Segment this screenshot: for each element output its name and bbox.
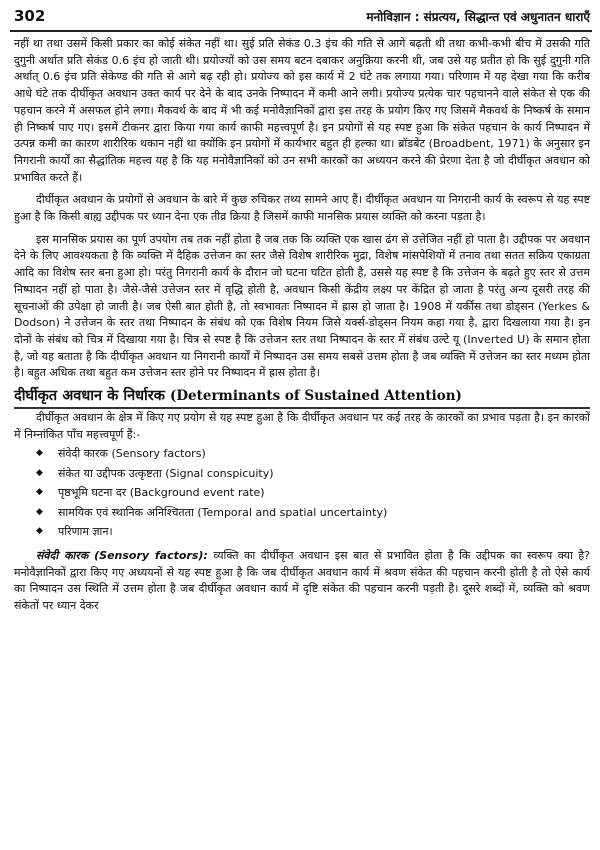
list-item <box>36 464 590 484</box>
paragraph-2: दीर्घीकृत अवधान के प्रयोगों से अवधान के बारे में कुछ रुचिकर तथ्य सामने आए हैं। दीर्घीकृत अवधान या निगरानी कार्य के स्वरूप से यह स्पष्ट हुआ है कि किसी बाह्य उद्दीपक पर ध्यान देना एक तीव्र क्रिया है जिसमें काफी मानसिक प्रयास व्यक्ति को करना पड़ता है। <box>14 193 590 224</box>
paragraph-4: दीर्घीकृत अवधान के क्षेत्र में किए गए प्रयोग से यह स्पष्ट हुआ है कि दीर्घीकृत अवधान पर कई तरह के कारकों का प्रभाव पड़ता है। इन कारकों में निम्नांकित पाँच महत्त्वपूर्ण हैं:- <box>14 411 590 441</box>
list-item-text: संवेदी कारक (Sensory factors) <box>58 447 206 461</box>
list-item-text: परिणाम ज्ञान। <box>58 525 113 539</box>
list-item <box>36 522 590 542</box>
diamond-bullet-icon: ◆ <box>36 506 43 517</box>
page-header <box>10 4 592 32</box>
list-item <box>36 503 590 523</box>
section-heading-hindi: दीर्घीकृत अवधान के निर्धारक <box>14 388 165 405</box>
sensory-factors-term: संवेदी कारक (Sensory factors): <box>36 548 208 562</box>
paragraph-5-text: व्यक्ति का दीर्घीकृत अवधान इस बात से प्रभावित होता है कि उद्दीपक का स्वरूप क्या है? मनोवैज्ञानिकों द्वारा किए गए अध्ययनों से यह स्पष्ट हुआ है कि जब दीर्घीकृत अवधान कार्य में श्रवण संकेत की पहचान करनी होती है तो ऐसे कार्य का निष्पादन उस स्थिति में उत्तम होता है जब दीर्घीकृत अवधान कार्य में दृष्टि संकेत की पहचान करनी पड़ती है। दूसरे शब्दों में, व्यक्ति को श्रवण संकेतों पर ध्यान देकर <box>14 548 590 613</box>
paragraph-5 <box>14 548 590 615</box>
paragraph-3: इस मानसिक प्रयास का पूर्ण उपयोग तब तक नहीं होता है जब तक कि व्यक्ति एक खास ढंग से उत्तेजित नहीं हो पाता है। उद्दीपक पर अवधान देने के लिए आवश्यकता है कि व्यक्ति में दैहिक उत्तेजन का स्तर जैसे विशेष शारीरिक मुद्रा, विशेष मांसपेशियों में तनाव तथा सतत सक्रिय एकाग्रता आदि का विशेष स्तर बना हुआ हो। परंतु निगरानी कार्य के दौरान जो घटना घटित होती है, उससे यह स्पष्ट है कि उत्तेजन के बढ़ते हुए स्तर से उत्तम निष्पादन नहीं हो पाता है। जैसे-जैसे उत्तेजन स्तर में वृद्धि होती है, अवधान किसी केंद्रीय लक्ष्य पर केंद्रित हो जाता है परंतु अन्य दूसरी तरह की सूचनाओं की उपेक्षा हो जाती है। जब ऐसी बात होती है, तो स्वभावतः निष्पादन में ह्रास हो जाता है। 1908 में यर्कीस तथा डोड्सन (Yerkes & Dodson) ने उत्तेजन के स्तर तथा निष्पादन के संबंध को एक विशेष नियम जिसे यर्क्स-डोड्सन नियम कहा गया है, द्वारा दिखलाया गया है। इन दोनों के संबंध को चित्र में दिखाया गया है। चित्र से स्पष्ट है कि उत्तेजन स्तर तथा निष्पादन के स्तर में संबंध उल्टे यू (Inverted U) के समान होता है, जो यह बताता है कि दीर्घीकृत अवधान या निगरानी कार्यों में निष्पादन उस समय सबसे उत्तम होता है जब व्यक्ति में उत्तेजन का स्तर मध्यम होता है। बहुत अधिक तथा बहुत कम उत्तेजन स्तर होने पर निष्पादन में ह्रास होता है। <box>14 232 591 380</box>
diamond-bullet-icon: ◆ <box>36 467 43 478</box>
section-heading <box>14 386 590 409</box>
list-item-text: संकेत या उद्दीपक उत्कृष्टता (Signal conspicuity) <box>58 466 274 480</box>
page-number: 302 <box>14 7 46 25</box>
running-title: मनोविज्ञान : संप्रत्यय, सिद्धान्त एवं अधुनातन धाराएँ <box>366 10 590 24</box>
paragraph-1: नहीं था तथा उसमें किसी प्रकार का कोई संकेत नहीं था। सुई प्रति सेकंड 0.3 इंच की गति से आगे बढ़ती थी तथा कभी-कभी बीच में उसकी गति दुगुनी अर्थात प्रति सेकंड 0.6 इंच हो जाती थी। प्रयोज्यों को उस समय बटन दबाकर अनुक्रिया करनी थी, जब उसे यह प्रतीत हो कि सुई दुगुनी गति अर्थात् 0.6 इंच प्रति सेकेण्ड की गति से आगे बढ़ रही हो। प्रयोज्य को इस कार्य में 2 घंटे तक लगाया गया। परिणाम में यह देखा गया कि करीब आधे घंटे तक दीर्घीकृत अवधान उक्त कार्य पर देने के बाद उनके निष्पादन में कमी आने लगी। प्रयोज्य प्रत्येक चार पहचानने वाले संकेत से एक की पहचान करने में असफल होने लगा। मैकवर्थ के बाद में भी कई मनोवैज्ञानिकों द्वारा इस तरह के प्रयोग किए गए जिसमें मैकवर्थ के निष्कर्ष के समान ही निष्कर्ष पाए गए। इसमें टीकनर द्वारा किया गया कार्य काफी महत्त्वपूर्ण है। इन प्रयोगों से यह स्पष्ट हुआ कि संकेत पहचान के कार्य निष्पादन में उत्पन्न कमी का कारण शारीरिक थकान नहीं था क्योंकि इन प्रयोगों में कार्यभार बहुत ही हल्का था। ब्रॉडबेंट (Broadbent, 1971) के अनुसार इन निगरानी कार्यों का सैद्धांतिक महत्त्व यह है कि यह मनोवैज्ञानिकों को उन सभी कारकों का अध्ययन करने की प्रेरणा देता है जो दीर्घीकृत अवधान को प्रभावित करते हैं। <box>14 37 590 184</box>
factor-list <box>14 444 590 542</box>
page-body <box>14 36 590 846</box>
diamond-bullet-icon: ◆ <box>36 487 43 498</box>
diamond-bullet-icon: ◆ <box>36 448 43 459</box>
diamond-bullet-icon: ◆ <box>36 526 43 537</box>
list-item-text: पृष्ठभूमि घटना दर (Background event rate) <box>58 486 265 500</box>
list-item <box>36 483 590 503</box>
list-item-text: सामयिक एवं स्थानिक अनिश्चितता (Temporal and spatial uncertainty) <box>58 505 388 519</box>
list-item <box>36 444 590 464</box>
section-heading-english: (Determinants of Sustained Attention) <box>169 388 462 405</box>
